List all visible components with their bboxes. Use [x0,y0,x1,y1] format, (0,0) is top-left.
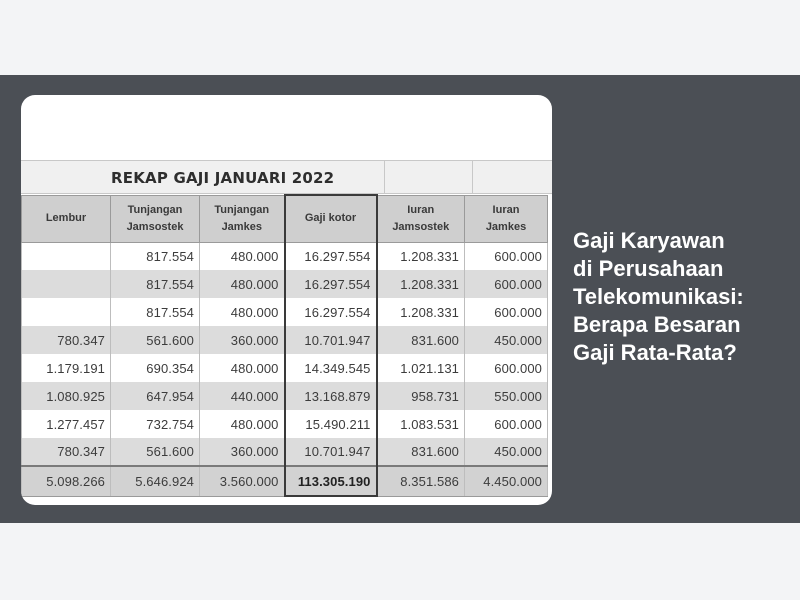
total-cell: 5.098.266 [22,466,111,496]
table-row [22,410,548,438]
total-cell: 5.646.924 [111,466,200,496]
column-header-lembur: Lembur [22,195,111,242]
table-cell: 480.000 [200,298,285,326]
table-cell: 10.701.947 [285,438,377,466]
table-cell: 780.347 [22,326,111,354]
table-cell: 647.954 [111,382,200,410]
column-header-iuran-jamsostek: Iuran Jamsostek [377,195,465,242]
headline-line: Berapa Besaran [573,312,741,337]
table-cell: 360.000 [200,438,285,466]
table-cell: 16.297.554 [285,270,377,298]
column-header-tunjangan-jamsostek: Tunjangan Jamsostek [111,195,200,242]
headline-line: di Perusahaan [573,256,724,281]
article-headline-link[interactable] [573,227,788,367]
table-cell: 732.754 [111,410,200,438]
table-cell: 831.600 [377,326,465,354]
table-cell: 480.000 [200,410,285,438]
table-cell: 1.083.531 [377,410,465,438]
table-cell: 690.354 [111,354,200,382]
table-row [22,298,548,326]
table-cell: 360.000 [200,326,285,354]
table-cell: 13.168.879 [285,382,377,410]
table-cell: 600.000 [465,298,548,326]
total-cell: 113.305.190 [285,466,377,496]
table-cell: 10.701.947 [285,326,377,354]
table-cell: 600.000 [465,354,548,382]
spreadsheet-image-card[interactable] [21,95,552,505]
column-header-gaji-kotor: Gaji kotor [285,195,377,242]
table-cell: 1.208.331 [377,298,465,326]
table-cell: 958.731 [377,382,465,410]
table-cell: 480.000 [200,354,285,382]
table-row [22,270,548,298]
table-cell: 1.208.331 [377,270,465,298]
table-cell: 600.000 [465,242,548,270]
table-cell: 16.297.554 [285,242,377,270]
table-row [22,382,548,410]
table-row [22,326,548,354]
table-cell: 15.490.211 [285,410,377,438]
table-cell: 450.000 [465,326,548,354]
table-cell: 440.000 [200,382,285,410]
table-cell: 1.179.191 [22,354,111,382]
column-header-iuran-jamkes: Iuran Jamkes [465,195,548,242]
column-header-tunjangan-jamkes: Tunjangan Jamkes [200,195,285,242]
headline-line: Telekomunikasi: [573,284,744,309]
headline-line: Gaji Karyawan [573,228,725,253]
table-cell: 480.000 [200,270,285,298]
table-cell: 600.000 [465,410,548,438]
total-cell: 8.351.586 [377,466,465,496]
gridline [472,161,473,194]
table-cell: 1.021.131 [377,354,465,382]
table-cell [22,242,111,270]
table-cell: 450.000 [465,438,548,466]
table-row [22,354,548,382]
table-cell: 561.600 [111,326,200,354]
sheet-title-row [21,161,552,194]
table-cell: 817.554 [111,242,200,270]
table-cell: 1.080.925 [22,382,111,410]
spreadsheet-screenshot [21,95,552,505]
table-cell: 780.347 [22,438,111,466]
table-cell: 1.277.457 [22,410,111,438]
table-row [22,242,548,270]
table-cell: 817.554 [111,298,200,326]
table-cell: 16.297.554 [285,298,377,326]
headline-line: Gaji Rata-Rata? [573,340,737,365]
table-cell: 831.600 [377,438,465,466]
table-cell: 1.208.331 [377,242,465,270]
table-cell: 550.000 [465,382,548,410]
totals-row [22,466,548,496]
table-cell [22,298,111,326]
table-cell [22,270,111,298]
table-cell: 14.349.545 [285,354,377,382]
gridline [384,161,385,194]
salary-recap-table [21,194,548,497]
total-cell: 4.450.000 [465,466,548,496]
table-cell: 561.600 [111,438,200,466]
table-cell: 600.000 [465,270,548,298]
table-cell: 817.554 [111,270,200,298]
total-cell: 3.560.000 [200,466,285,496]
sheet-title: REKAP GAJI JANUARI 2022 [111,169,335,187]
table-row [22,438,548,466]
table-cell: 480.000 [200,242,285,270]
header-row [22,195,548,242]
